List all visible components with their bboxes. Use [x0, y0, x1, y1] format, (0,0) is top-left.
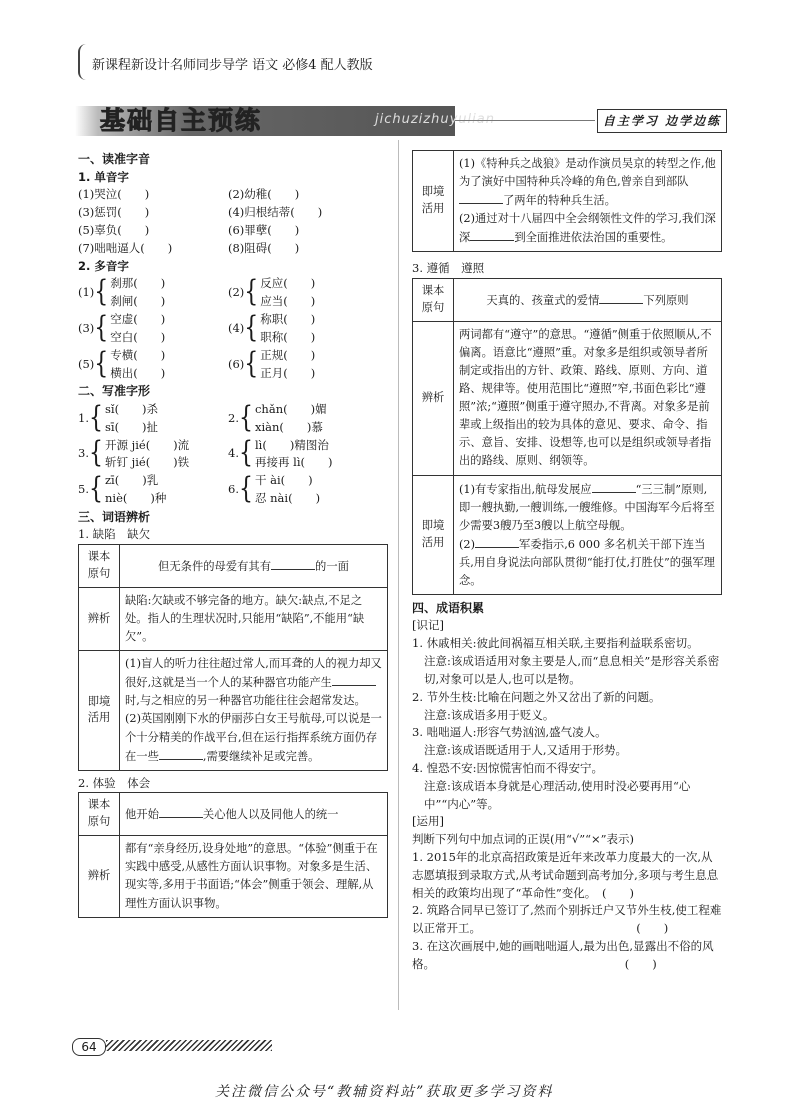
- banner-pinyin: jichuzizhuyulian: [375, 112, 495, 127]
- word3-title: 3. 遵循 遵照: [412, 261, 485, 276]
- glyph-b: niè( )种: [104, 491, 167, 505]
- glyph-num: 2.: [228, 410, 239, 425]
- column-divider: [398, 140, 399, 1010]
- judge-question: 2. 筑路合同早已签订了,然而个别拆迁户又节外生枝,使工程难以正常开工。 ( ): [412, 903, 722, 936]
- row-label: 课本原句: [413, 279, 454, 322]
- brace-icon: {: [88, 437, 103, 470]
- glyph-num: 5.: [78, 482, 89, 497]
- glyph-b: 再接再 lì( ): [254, 455, 333, 470]
- multi-a: 称职( ): [260, 312, 316, 327]
- multi-num: (2): [228, 285, 245, 300]
- original-sentence: 他开始 关心他人以及同他人的统一: [120, 793, 388, 836]
- brace-icon: {: [94, 347, 109, 381]
- multi-b: 空白( ): [110, 329, 166, 344]
- word3-table: [412, 278, 722, 595]
- original-sentence: 天真的、孩童式的爱情 下列原则: [454, 279, 722, 322]
- judge-question: 1. 2015年的北京高招政策是近年来改革力度最大的一次,从志愿填报到录取方式,从考试命题到高考加分,多项与考生息息相关的政策均出现了“革命性”变化。 ( ): [412, 850, 719, 900]
- section-4-title: 四、成语积累: [412, 600, 485, 615]
- brace-icon: {: [88, 473, 103, 506]
- brace-icon: {: [238, 437, 253, 470]
- multi-b: 正月( ): [260, 365, 316, 380]
- glyph-a: lì( )精图治: [254, 437, 329, 452]
- practice-text: (1)有专家指出,航母发展应 “三三制”原则,即一艘执勤,一艘训练,一艘维修。中国海军今后将至少需要3艘乃至3艘以上航空母舰。 (2) 军委指示,6 000 多名机关干部下连当兵,用自身说法向部队贯彻“能打仗,打胜仗”的强军理念。: [454, 475, 722, 594]
- idiom-def: 3. 咄咄逼人:形容气势汹汹,盛气凌人。: [412, 725, 607, 740]
- multi-b: 横出( ): [110, 365, 166, 380]
- brace-icon: {: [244, 276, 259, 309]
- footer-note: 关注微信公众号“教辅资料站”获取更多学习资料: [215, 1084, 554, 1100]
- word1-title: 1. 缺陷 缺欠: [78, 527, 151, 542]
- row-label: 辨析: [79, 588, 120, 651]
- practice-text: (1)《特种兵之战狼》是动作演员吴京的转型之作,他为了演好中国特种兵冷峰的角色,曾亲自到部队了两年的特种兵生活。 (2)通过对十八届四中全会纲领性文件的学习,我们深深 到全面推进依法治国的重要性。: [454, 151, 722, 252]
- section-banner: [75, 106, 725, 136]
- word1-table: [78, 544, 388, 770]
- multi-a: 反应( ): [260, 276, 316, 291]
- section-2-title: 二、写准字形: [78, 384, 151, 399]
- single-item: (3)惩罚( ): [78, 205, 150, 220]
- practice-text: (1)盲人的听力往往超过常人,而耳聋的人的视力却又很好,这就是当一个人的某种器官功能产生时,与之相应的另一种器官功能往往会超常发达。 (2)英国刚刚下水的伊丽莎白女王号航母,可以说是一个十分精美的作战平台,但在运行指挥系统方面仍存在一些 ,需要继续补足或完善。: [120, 651, 388, 770]
- idiom-def: 1. 休戚相关:彼此间祸福互相关联,主要指利益联系密切。: [412, 636, 699, 651]
- glyph-a: chǎn( )媚: [254, 401, 327, 416]
- word2-table: [78, 792, 388, 917]
- banner-rule: [455, 120, 595, 121]
- single-item: (2)幼稚( ): [228, 187, 300, 202]
- page-number-bar: [72, 1038, 272, 1054]
- brace-icon: {: [244, 347, 259, 381]
- multi-num: (4): [228, 321, 245, 335]
- multi-num: (1): [78, 285, 95, 300]
- banner-title: 基础自主预练: [100, 106, 263, 135]
- left-column: [78, 150, 388, 918]
- row-label: 辨析: [413, 322, 454, 476]
- brace-icon: {: [244, 312, 259, 345]
- glyph-a: sǐ( )杀: [104, 401, 159, 416]
- single-char-title: 1. 单音字: [78, 169, 129, 184]
- multi-a: 正规( ): [260, 347, 316, 362]
- judge-question: 3. 在这次画展中,她的画咄咄逼人,最为出色,显露出不俗的风格。 ( ): [412, 939, 714, 971]
- original-sentence: 但无条件的母爱有其有 的一面: [120, 545, 388, 588]
- glyph-a: 开源 jié( )流: [104, 437, 190, 452]
- glyph-b: 斩钉 jié( )铁: [104, 455, 190, 470]
- multi-char-list: [78, 275, 388, 382]
- book-header: 新课程新设计名师同步导学 语文 必修4 配人教版: [92, 58, 373, 73]
- row-label: 即境活用: [79, 651, 120, 770]
- memorize-tag: [识记]: [412, 618, 444, 633]
- single-item: (1)哭泣( ): [78, 187, 150, 202]
- glyph-b: sī( )扯: [104, 419, 159, 434]
- row-label: 辨析: [79, 836, 120, 917]
- idiom-list: [412, 635, 722, 813]
- single-item: (4)归根结蒂( ): [228, 205, 323, 220]
- apply-tag: [运用]: [412, 814, 444, 829]
- section-3-title: 三、词语辨析: [78, 509, 151, 524]
- page-number: 64: [72, 1038, 106, 1056]
- judge-instruction: 判断下列句中加点词的正误(用“√”“×”表示): [412, 832, 634, 847]
- single-item: (5)辜负( ): [78, 223, 150, 238]
- multi-char-title: 2. 多音字: [78, 258, 129, 273]
- hatch-decoration: [106, 1040, 272, 1051]
- brace-icon: {: [88, 401, 103, 435]
- continued-table: [412, 150, 722, 252]
- row-label: 即境活用: [413, 151, 454, 252]
- section-1-title: 一、读准字音: [78, 152, 151, 166]
- multi-a: 专横( ): [110, 347, 166, 362]
- idiom-def: 4. 惶恐不安:因惊慌害怕而不得安宁。: [412, 760, 604, 775]
- idiom-note: 注意:该成语适用对象主要是人,而“息息相关”是形容关系密切,对象可以是人,也可以是物。: [424, 654, 720, 686]
- analysis-text: 缺陷:欠缺或不够完备的地方。缺欠:缺点,不足之处。指人的生理状况时,只能用“缺陷”,不能用“缺欠”。: [120, 588, 388, 651]
- glyph-b: 忍 nài( ): [254, 491, 321, 505]
- word2-title: 2. 体验 体会: [78, 775, 151, 790]
- banner-tag: 自主学习 边学边练: [597, 109, 727, 133]
- multi-b: 应当( ): [260, 294, 316, 309]
- glyph-num: 6.: [228, 482, 239, 497]
- single-item: (6)罪孽( ): [228, 223, 300, 238]
- single-item: (8)阻碍( ): [228, 240, 300, 255]
- glyph-a: zī( )乳: [104, 473, 159, 488]
- row-label: 课本原句: [79, 545, 120, 588]
- idiom-note: 注意:该成语既适用于人,又适用于形势。: [424, 743, 628, 758]
- multi-a: 空虚( ): [110, 312, 166, 327]
- analysis-text: 两词都有“遵守”的意思。“遵循”侧重于依照顺从,不偏离。语意比“遵照”重。对象多是组织或领导者所制定或指出的方针、政策、路线、原则、方向、道路、规律等。使用范围比“遵照”窄,书面色彩比“遵照”浓;“遵照”侧重于遵守照办,不背离。对象多是前辈或上级指出的较为具体的意见、要求、命令、指示、意旨、安排、设想等,也可以是组织或领导者指出的路线、原则、纲领等。: [454, 322, 722, 476]
- idiom-note: 注意:该成语多用于贬义。: [424, 707, 555, 722]
- single-char-list: [78, 186, 388, 257]
- glyph-b: xiàn( )慕: [254, 419, 323, 434]
- multi-num: (6): [228, 356, 245, 371]
- multi-a: 刹那( ): [110, 276, 166, 291]
- multi-b: 职称( ): [260, 329, 316, 344]
- multi-b: 刹闸( ): [110, 294, 166, 309]
- multi-num: (3): [78, 321, 95, 335]
- glyph-num: 1.: [78, 410, 89, 425]
- idiom-note: 注意:该成语本身就是心理活动,使用时没必要再用“心中”“内心”等。: [424, 778, 691, 811]
- brace-icon: {: [238, 473, 253, 506]
- header-bracket: [78, 44, 88, 80]
- analysis-text: 都有“亲身经历,设身处地”的意思。“体验”侧重于在实践中感受,从感性方面认识事物。对象多是生活、现实等,多用于书面语;“体会”侧重于领会、理解,从理性方面认识事物。: [120, 836, 388, 917]
- multi-num: (5): [78, 356, 95, 371]
- brace-icon: {: [238, 401, 253, 435]
- right-column: [412, 150, 722, 974]
- row-label: 课本原句: [79, 793, 120, 836]
- glyph-a: 干 ài( ): [254, 473, 313, 488]
- brace-icon: {: [94, 312, 109, 345]
- glyph-num: 3.: [78, 446, 89, 461]
- glyph-num: 4.: [228, 446, 239, 461]
- single-item: (7)咄咄逼人( ): [78, 240, 173, 255]
- glyph-list: [78, 401, 388, 508]
- row-label: 即境活用: [413, 475, 454, 594]
- brace-icon: {: [94, 276, 109, 309]
- idiom-def: 2. 节外生枝:比喻在问题之外又岔出了新的问题。: [412, 689, 661, 704]
